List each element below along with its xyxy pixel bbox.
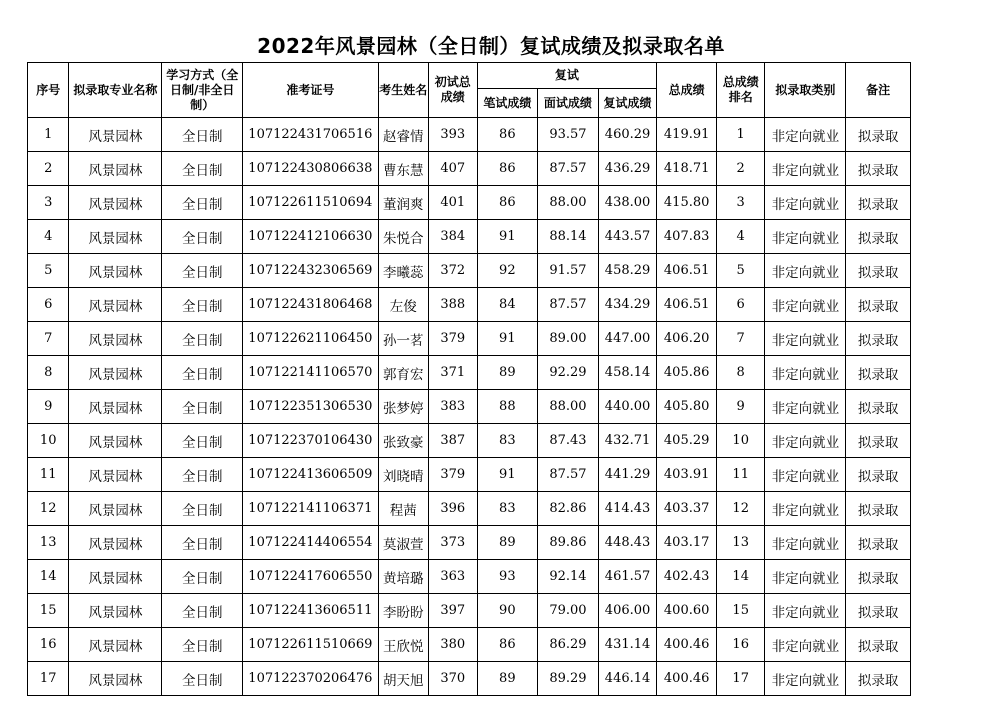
cell-study-mode: 全日制	[162, 186, 243, 220]
cell-written: 89	[477, 526, 538, 560]
cell-total: 400.60	[657, 594, 717, 628]
cell-initial-total: 383	[429, 390, 477, 424]
cell-interview: 93.57	[538, 118, 599, 152]
cell-name: 董润爽	[378, 186, 429, 220]
cell-rank: 16	[716, 628, 764, 662]
cell-remark: 拟录取	[846, 458, 911, 492]
cell-major: 风景园林	[69, 356, 162, 390]
table-row	[28, 288, 911, 322]
cell-exam-no: 107122432306569	[243, 254, 378, 288]
cell-name: 郭育宏	[378, 356, 429, 390]
cell-remark: 拟录取	[846, 288, 911, 322]
cell-major: 风景园林	[69, 118, 162, 152]
cell-major: 风景园林	[69, 560, 162, 594]
cell-admit-type: 非定向就业	[765, 322, 846, 356]
header-retest-score: 复试成绩	[598, 89, 657, 118]
cell-name: 张致豪	[378, 424, 429, 458]
cell-rank: 3	[716, 186, 764, 220]
cell-initial-total: 380	[429, 628, 477, 662]
cell-rank: 14	[716, 560, 764, 594]
table-row	[28, 118, 911, 152]
header-written: 笔试成绩	[477, 89, 538, 118]
header-study-mode: 学习方式（全日制/非全日制）	[162, 63, 243, 118]
cell-remark: 拟录取	[846, 254, 911, 288]
cell-total: 403.91	[657, 458, 717, 492]
cell-initial-total: 373	[429, 526, 477, 560]
cell-name: 张梦婷	[378, 390, 429, 424]
cell-interview: 89.29	[538, 662, 599, 696]
cell-seq: 13	[28, 526, 69, 560]
cell-major: 风景园林	[69, 458, 162, 492]
cell-major: 风景园林	[69, 594, 162, 628]
cell-interview: 92.29	[538, 356, 599, 390]
cell-rank: 17	[716, 662, 764, 696]
cell-retest-score: 458.14	[598, 356, 657, 390]
cell-seq: 17	[28, 662, 69, 696]
cell-interview: 87.57	[538, 288, 599, 322]
cell-initial-total: 371	[429, 356, 477, 390]
cell-exam-no: 107122417606550	[243, 560, 378, 594]
cell-retest-score: 406.00	[598, 594, 657, 628]
cell-name: 李曦蕊	[378, 254, 429, 288]
cell-written: 92	[477, 254, 538, 288]
cell-admit-type: 非定向就业	[765, 458, 846, 492]
cell-written: 89	[477, 662, 538, 696]
cell-initial-total: 370	[429, 662, 477, 696]
cell-admit-type: 非定向就业	[765, 594, 846, 628]
cell-retest-score: 448.43	[598, 526, 657, 560]
cell-study-mode: 全日制	[162, 152, 243, 186]
cell-admit-type: 非定向就业	[765, 118, 846, 152]
cell-remark: 拟录取	[846, 356, 911, 390]
cell-name: 程茜	[378, 492, 429, 526]
cell-exam-no: 107122431806468	[243, 288, 378, 322]
cell-rank: 9	[716, 390, 764, 424]
cell-total: 402.43	[657, 560, 717, 594]
cell-name: 黄培璐	[378, 560, 429, 594]
cell-retest-score: 434.29	[598, 288, 657, 322]
cell-interview: 91.57	[538, 254, 599, 288]
cell-written: 91	[477, 458, 538, 492]
table-row	[28, 220, 911, 254]
cell-total: 407.83	[657, 220, 717, 254]
cell-study-mode: 全日制	[162, 492, 243, 526]
cell-major: 风景园林	[69, 628, 162, 662]
header-initial-total: 初试总成绩	[429, 63, 477, 118]
cell-name: 孙一茗	[378, 322, 429, 356]
cell-exam-no: 107122413606511	[243, 594, 378, 628]
cell-interview: 89.86	[538, 526, 599, 560]
cell-interview: 87.43	[538, 424, 599, 458]
cell-interview: 88.00	[538, 390, 599, 424]
cell-study-mode: 全日制	[162, 118, 243, 152]
cell-study-mode: 全日制	[162, 322, 243, 356]
cell-major: 风景园林	[69, 424, 162, 458]
cell-name: 朱悦合	[378, 220, 429, 254]
table-row	[28, 152, 911, 186]
cell-rank: 11	[716, 458, 764, 492]
cell-admit-type: 非定向就业	[765, 628, 846, 662]
cell-initial-total: 387	[429, 424, 477, 458]
cell-exam-no: 107122141106570	[243, 356, 378, 390]
cell-study-mode: 全日制	[162, 254, 243, 288]
cell-remark: 拟录取	[846, 628, 911, 662]
cell-major: 风景园林	[69, 492, 162, 526]
cell-remark: 拟录取	[846, 492, 911, 526]
cell-rank: 8	[716, 356, 764, 390]
cell-initial-total: 379	[429, 458, 477, 492]
cell-written: 93	[477, 560, 538, 594]
cell-exam-no: 107122141106371	[243, 492, 378, 526]
cell-retest-score: 440.00	[598, 390, 657, 424]
cell-rank: 13	[716, 526, 764, 560]
table-row	[28, 662, 911, 696]
header-major: 拟录取专业名称	[69, 63, 162, 118]
cell-total: 403.37	[657, 492, 717, 526]
cell-seq: 16	[28, 628, 69, 662]
document-title: 2022年风景园林（全日制）复试成绩及拟录取名单	[257, 34, 725, 58]
cell-name: 莫淑萱	[378, 526, 429, 560]
cell-admit-type: 非定向就业	[765, 526, 846, 560]
cell-total: 405.29	[657, 424, 717, 458]
cell-total: 400.46	[657, 662, 717, 696]
cell-exam-no: 107122370206476	[243, 662, 378, 696]
cell-rank: 4	[716, 220, 764, 254]
cell-major: 风景园林	[69, 186, 162, 220]
cell-remark: 拟录取	[846, 152, 911, 186]
cell-remark: 拟录取	[846, 526, 911, 560]
cell-exam-no: 107122413606509	[243, 458, 378, 492]
cell-admit-type: 非定向就业	[765, 662, 846, 696]
header-total: 总成绩	[657, 63, 717, 118]
cell-exam-no: 107122414406554	[243, 526, 378, 560]
header-admit-type: 拟录取类别	[765, 63, 846, 118]
cell-retest-score: 447.00	[598, 322, 657, 356]
header-interview: 面试成绩	[538, 89, 599, 118]
table-row	[28, 526, 911, 560]
cell-major: 风景园林	[69, 662, 162, 696]
cell-name: 胡天旭	[378, 662, 429, 696]
cell-retest-score: 443.57	[598, 220, 657, 254]
cell-written: 83	[477, 424, 538, 458]
header-name: 考生姓名	[378, 63, 429, 118]
cell-seq: 15	[28, 594, 69, 628]
cell-major: 风景园林	[69, 254, 162, 288]
cell-total: 406.51	[657, 254, 717, 288]
cell-interview: 88.14	[538, 220, 599, 254]
cell-interview: 88.00	[538, 186, 599, 220]
cell-rank: 15	[716, 594, 764, 628]
cell-study-mode: 全日制	[162, 424, 243, 458]
cell-remark: 拟录取	[846, 390, 911, 424]
header-retest-group: 复试	[477, 63, 657, 89]
cell-seq: 11	[28, 458, 69, 492]
cell-interview: 87.57	[538, 458, 599, 492]
cell-retest-score: 414.43	[598, 492, 657, 526]
cell-admit-type: 非定向就业	[765, 254, 846, 288]
cell-seq: 12	[28, 492, 69, 526]
cell-seq: 6	[28, 288, 69, 322]
cell-remark: 拟录取	[846, 220, 911, 254]
cell-name: 刘晓晴	[378, 458, 429, 492]
cell-written: 84	[477, 288, 538, 322]
cell-initial-total: 363	[429, 560, 477, 594]
header-remark: 备注	[846, 63, 911, 118]
cell-interview: 82.86	[538, 492, 599, 526]
cell-major: 风景园林	[69, 390, 162, 424]
cell-written: 86	[477, 118, 538, 152]
table-row	[28, 424, 911, 458]
cell-written: 91	[477, 322, 538, 356]
cell-study-mode: 全日制	[162, 288, 243, 322]
cell-rank: 2	[716, 152, 764, 186]
cell-interview: 79.00	[538, 594, 599, 628]
cell-exam-no: 107122431706516	[243, 118, 378, 152]
cell-written: 83	[477, 492, 538, 526]
cell-seq: 1	[28, 118, 69, 152]
cell-remark: 拟录取	[846, 424, 911, 458]
cell-name: 李盼盼	[378, 594, 429, 628]
cell-retest-score: 438.00	[598, 186, 657, 220]
cell-initial-total: 372	[429, 254, 477, 288]
cell-admit-type: 非定向就业	[765, 152, 846, 186]
cell-study-mode: 全日制	[162, 560, 243, 594]
cell-total: 405.80	[657, 390, 717, 424]
cell-written: 91	[477, 220, 538, 254]
cell-major: 风景园林	[69, 220, 162, 254]
cell-total: 406.51	[657, 288, 717, 322]
cell-name: 左俊	[378, 288, 429, 322]
cell-seq: 5	[28, 254, 69, 288]
cell-total: 400.46	[657, 628, 717, 662]
table-row	[28, 458, 911, 492]
cell-interview: 86.29	[538, 628, 599, 662]
cell-interview: 87.57	[538, 152, 599, 186]
table-row	[28, 492, 911, 526]
cell-written: 88	[477, 390, 538, 424]
cell-written: 86	[477, 628, 538, 662]
cell-admit-type: 非定向就业	[765, 186, 846, 220]
cell-total: 403.17	[657, 526, 717, 560]
cell-rank: 6	[716, 288, 764, 322]
cell-remark: 拟录取	[846, 186, 911, 220]
cell-name: 曹东慧	[378, 152, 429, 186]
cell-rank: 5	[716, 254, 764, 288]
cell-seq: 8	[28, 356, 69, 390]
cell-seq: 4	[28, 220, 69, 254]
table-row	[28, 356, 911, 390]
cell-exam-no: 107122351306530	[243, 390, 378, 424]
cell-retest-score: 431.14	[598, 628, 657, 662]
cell-major: 风景园林	[69, 152, 162, 186]
cell-initial-total: 379	[429, 322, 477, 356]
cell-seq: 2	[28, 152, 69, 186]
cell-study-mode: 全日制	[162, 662, 243, 696]
cell-admit-type: 非定向就业	[765, 390, 846, 424]
cell-exam-no: 107122611510694	[243, 186, 378, 220]
table-row	[28, 254, 911, 288]
table-row	[28, 594, 911, 628]
cell-major: 风景园林	[69, 288, 162, 322]
cell-retest-score: 441.29	[598, 458, 657, 492]
cell-exam-no: 107122621106450	[243, 322, 378, 356]
cell-retest-score: 446.14	[598, 662, 657, 696]
cell-admit-type: 非定向就业	[765, 220, 846, 254]
cell-exam-no: 107122370106430	[243, 424, 378, 458]
cell-remark: 拟录取	[846, 560, 911, 594]
cell-study-mode: 全日制	[162, 628, 243, 662]
cell-seq: 3	[28, 186, 69, 220]
cell-remark: 拟录取	[846, 662, 911, 696]
cell-written: 90	[477, 594, 538, 628]
cell-interview: 92.14	[538, 560, 599, 594]
cell-seq: 10	[28, 424, 69, 458]
header-rank: 总成绩排名	[716, 63, 764, 118]
cell-exam-no: 107122412106630	[243, 220, 378, 254]
cell-remark: 拟录取	[846, 594, 911, 628]
table-row	[28, 390, 911, 424]
cell-initial-total: 388	[429, 288, 477, 322]
cell-study-mode: 全日制	[162, 390, 243, 424]
header-seq: 序号	[28, 63, 69, 118]
cell-remark: 拟录取	[846, 118, 911, 152]
cell-admit-type: 非定向就业	[765, 424, 846, 458]
cell-name: 赵睿情	[378, 118, 429, 152]
cell-initial-total: 384	[429, 220, 477, 254]
cell-major: 风景园林	[69, 322, 162, 356]
cell-study-mode: 全日制	[162, 220, 243, 254]
cell-admit-type: 非定向就业	[765, 560, 846, 594]
cell-study-mode: 全日制	[162, 526, 243, 560]
cell-total: 406.20	[657, 322, 717, 356]
cell-admit-type: 非定向就业	[765, 356, 846, 390]
table-row	[28, 322, 911, 356]
cell-name: 王欣悦	[378, 628, 429, 662]
cell-initial-total: 397	[429, 594, 477, 628]
cell-study-mode: 全日制	[162, 458, 243, 492]
admission-table	[27, 62, 911, 696]
cell-written: 86	[477, 186, 538, 220]
cell-admit-type: 非定向就业	[765, 288, 846, 322]
cell-retest-score: 461.57	[598, 560, 657, 594]
header-exam-no: 准考证号	[243, 63, 378, 118]
cell-remark: 拟录取	[846, 322, 911, 356]
cell-seq: 9	[28, 390, 69, 424]
cell-retest-score: 432.71	[598, 424, 657, 458]
table-row	[28, 186, 911, 220]
cell-initial-total: 401	[429, 186, 477, 220]
table-row	[28, 560, 911, 594]
cell-total: 415.80	[657, 186, 717, 220]
cell-initial-total: 393	[429, 118, 477, 152]
cell-retest-score: 460.29	[598, 118, 657, 152]
cell-written: 89	[477, 356, 538, 390]
cell-rank: 10	[716, 424, 764, 458]
cell-major: 风景园林	[69, 526, 162, 560]
cell-rank: 12	[716, 492, 764, 526]
cell-seq: 7	[28, 322, 69, 356]
cell-exam-no: 107122611510669	[243, 628, 378, 662]
cell-rank: 1	[716, 118, 764, 152]
cell-interview: 89.00	[538, 322, 599, 356]
cell-study-mode: 全日制	[162, 356, 243, 390]
cell-seq: 14	[28, 560, 69, 594]
cell-total: 405.86	[657, 356, 717, 390]
table-row	[28, 628, 911, 662]
cell-rank: 7	[716, 322, 764, 356]
cell-initial-total: 407	[429, 152, 477, 186]
cell-total: 419.91	[657, 118, 717, 152]
table-body	[28, 118, 911, 696]
cell-initial-total: 396	[429, 492, 477, 526]
cell-written: 86	[477, 152, 538, 186]
cell-retest-score: 436.29	[598, 152, 657, 186]
cell-study-mode: 全日制	[162, 594, 243, 628]
cell-exam-no: 107122430806638	[243, 152, 378, 186]
cell-admit-type: 非定向就业	[765, 492, 846, 526]
cell-retest-score: 458.29	[598, 254, 657, 288]
cell-total: 418.71	[657, 152, 717, 186]
